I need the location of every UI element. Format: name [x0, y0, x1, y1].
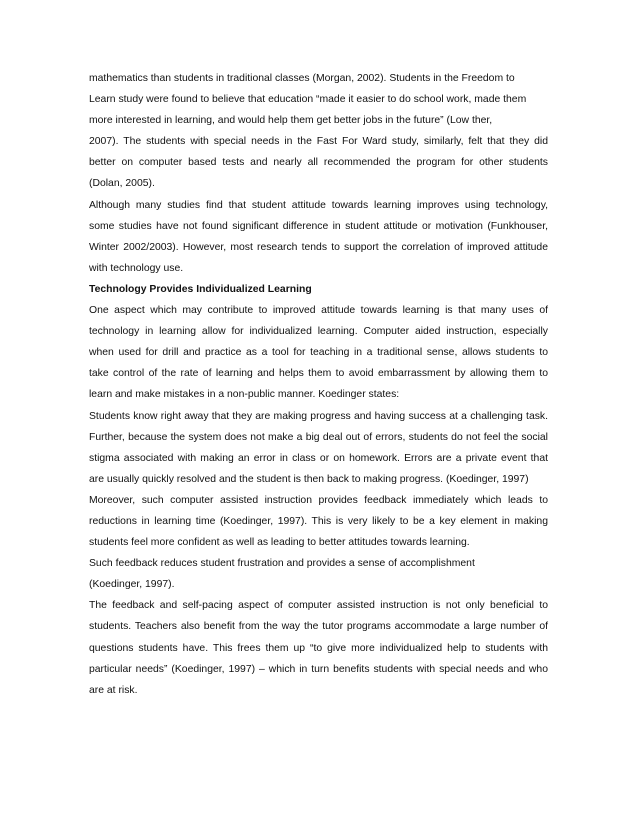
text-line: technology in learning allow for individualized learning. Computer aided instruction, especially [89, 326, 548, 338]
text-line: when used for drill and practice as a tool for teaching in a traditional sense, allows students to [89, 347, 548, 359]
text-line: (Koedinger, 1997). [89, 579, 175, 591]
text-line: students. Teachers also benefit from the way the tutor programs accommodate a large number of [89, 621, 548, 633]
text-line: Students know right away that they are making progress and having success at a challenging task. [89, 410, 548, 422]
text-line: particular needs” (Koedinger, 1997) – which in turn benefits students with special needs and who [89, 663, 548, 675]
text-line: Such feedback reduces student frustration and provides a sense of accomplishment [89, 558, 475, 570]
text-line: The feedback and self-pacing aspect of computer assisted instruction is not only beneficial to [89, 600, 548, 612]
text-line: Moreover, such computer assisted instruction provides feedback immediately which leads to [89, 494, 548, 506]
document-page [89, 68, 548, 701]
text-line: take control of the rate of learning and helps them to avoid embarrassment by allowing them to [89, 368, 548, 380]
text-line: are at risk. [89, 684, 138, 696]
text-line: Although many studies find that student attitude towards learning improves using technology, [89, 199, 548, 211]
text-line: questions students have. This frees them up “to give more individualized help to students with [89, 642, 548, 654]
text-line: more interested in learning, and would help them get better jobs in the future” (Low ther, [89, 115, 493, 127]
text-line: (Dolan, 2005). [89, 178, 155, 190]
text-line: mathematics than students in traditional classes (Morgan, 2002). Students in the Freedom to [89, 73, 515, 84]
text-line: learn and make mistakes in a non-public manner. Koedinger states: [89, 389, 400, 401]
text-line: reductions in learning time (Koedinger, 1997). This is very likely to be a key element in making [89, 515, 548, 527]
text-line: Winter 2002/2003). However, most research tends to support the correlation of improved attitude [89, 241, 548, 253]
text-line: students feel more confident as well as leading to better attitudes towards learning. [89, 537, 470, 549]
section-heading: Technology Provides Individualized Learning [89, 283, 312, 295]
document-body [89, 68, 548, 701]
text-line: with technology use. [89, 262, 184, 274]
text-line: stigma associated with making an error in class or on homework. Errors are a private event that [89, 452, 548, 464]
text-line: are usually quickly resolved and the student is then back to making progress. (Koedinger, 1997) [89, 473, 529, 485]
text-line: One aspect which may contribute to improved attitude towards learning is that many uses of [89, 305, 548, 317]
text-line: Learn study were found to believe that education “made it easier to do school work, made them [89, 94, 527, 106]
text-line: better on computer based tests and nearly all recommended the program for other students [89, 157, 548, 169]
text-line: Further, because the system does not make a big deal out of errors, students do not feel the social [89, 431, 548, 443]
text-line: some studies have not found significant difference in student attitude or motivation (Funkhouser, [89, 220, 548, 232]
text-line: 2007). The students with special needs in the Fast For Ward study, similarly, felt that they did [89, 136, 548, 148]
